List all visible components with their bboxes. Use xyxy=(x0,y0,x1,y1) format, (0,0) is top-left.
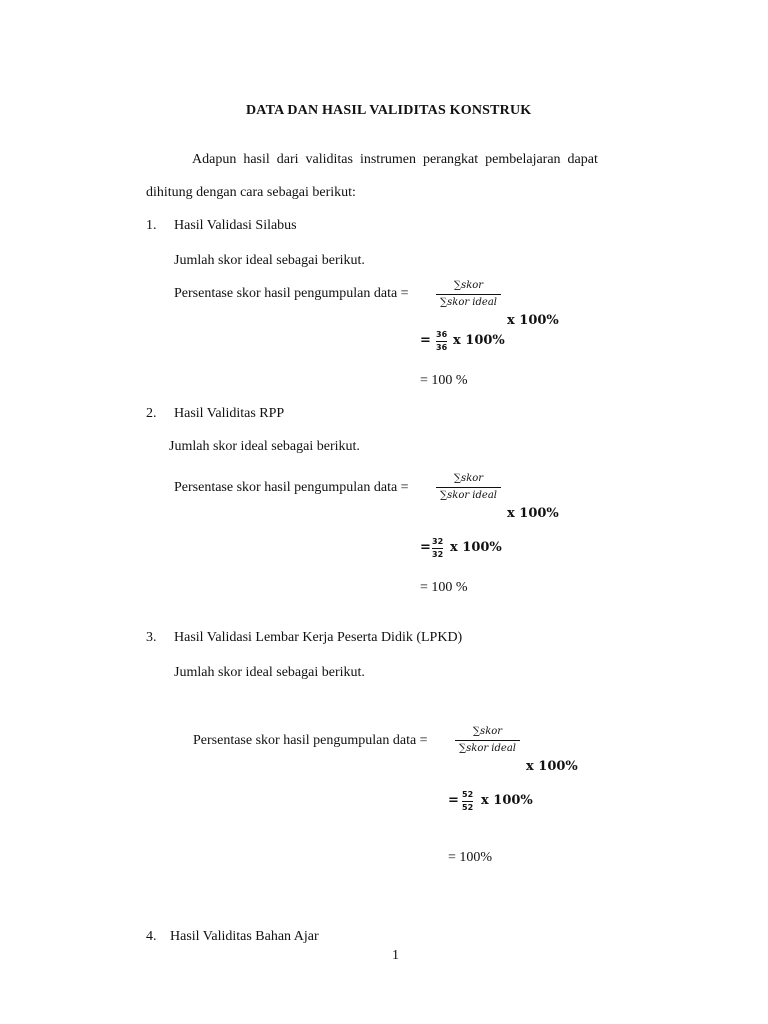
formula-numerator: ∑skor xyxy=(472,726,503,737)
section-2-times-100: x 100% xyxy=(507,506,559,521)
section-2-subtext: Jumlah skor ideal sebagai berikut. xyxy=(169,439,360,454)
section-4-number: 4. xyxy=(146,929,157,944)
formula-numerator: ∑skor xyxy=(453,473,484,484)
section-2-value-times: x 100% xyxy=(450,540,502,555)
section-1-formula-fraction xyxy=(436,281,501,308)
section-3-frac-den: 52 xyxy=(462,803,474,812)
section-2-result: = 100 % xyxy=(420,580,468,595)
section-3-heading: Hasil Validasi Lembar Kerja Peserta Didik (LPKD) xyxy=(174,630,463,645)
section-1-frac-den: 36 xyxy=(436,343,448,352)
formula-denominator: ∑skor ideal xyxy=(440,490,497,501)
formula-denominator: ∑skor ideal xyxy=(459,743,516,754)
section-1-subtext: Jumlah skor ideal sebagai berikut. xyxy=(174,253,365,268)
section-1-result: = 100 % xyxy=(420,373,468,388)
page-title: DATA DAN HASIL VALIDITAS KONSTRUK xyxy=(246,103,532,118)
intro-line-1: Adapun hasil dari validitas instrumen perangkat pembelajaran dapat xyxy=(192,152,598,167)
section-2-heading: Hasil Validitas RPP xyxy=(174,406,285,421)
section-1-frac-num: 36 xyxy=(436,330,448,339)
section-1-heading: Hasil Validasi Silabus xyxy=(174,218,297,233)
section-1-number: 1. xyxy=(146,218,157,233)
section-2-number: 2. xyxy=(146,406,157,421)
section-3-frac-num: 52 xyxy=(462,790,474,799)
section-3-times-100: x 100% xyxy=(526,759,578,774)
intro-line-2: dihitung dengan cara sebagai berikut: xyxy=(146,185,356,200)
section-1-value-times: x 100% xyxy=(453,333,505,348)
section-2-formula-fraction xyxy=(436,474,501,501)
section-3-value-times: x 100% xyxy=(481,793,533,808)
section-2-frac-num: 32 xyxy=(432,537,444,546)
section-3-formula-fraction xyxy=(455,727,520,754)
section-1-formula-label: Persentase skor hasil pengumpulan data = xyxy=(174,286,409,301)
section-2-value-fraction xyxy=(432,538,443,559)
section-2-eq-sign: = xyxy=(420,540,431,555)
section-3-result: = 100% xyxy=(448,850,493,865)
section-1-times-100: x 100% xyxy=(507,313,559,328)
section-3-subtext: Jumlah skor ideal sebagai berikut. xyxy=(174,665,365,680)
section-3-number: 3. xyxy=(146,630,157,645)
section-2-formula-label: Persentase skor hasil pengumpulan data = xyxy=(174,480,409,495)
page-number: 1 xyxy=(392,948,399,963)
section-2-frac-den: 32 xyxy=(432,550,444,559)
section-3-value-fraction xyxy=(462,791,473,812)
formula-numerator: ∑skor xyxy=(453,280,484,291)
section-1-eq-sign: = xyxy=(420,333,431,348)
section-3-formula-label: Persentase skor hasil pengumpulan data = xyxy=(193,733,428,748)
section-1-value-fraction xyxy=(436,331,447,352)
section-4-heading: Hasil Validitas Bahan Ajar xyxy=(170,929,319,944)
section-3-eq-sign: = xyxy=(448,793,459,808)
formula-denominator: ∑skor ideal xyxy=(440,297,497,308)
